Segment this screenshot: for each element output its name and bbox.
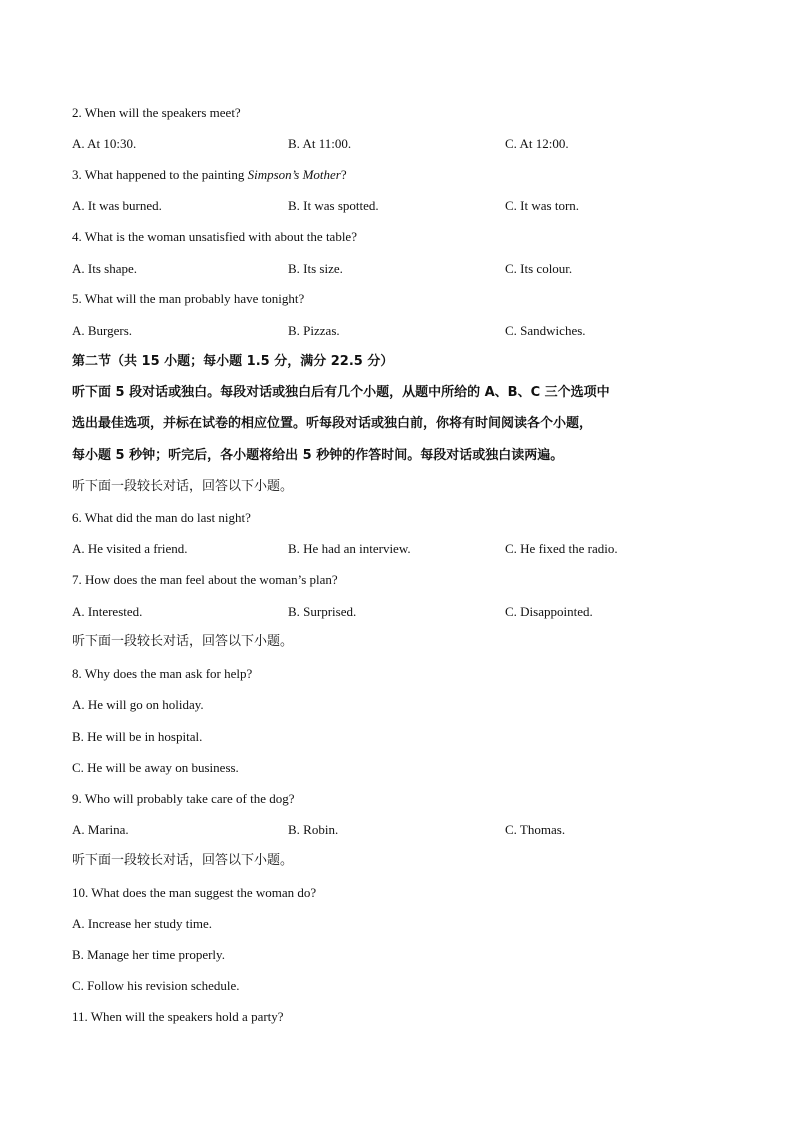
option-c: C. Disappointed. (505, 604, 593, 619)
question-4-stem: 4. What is the woman unsatisfied with about the table? (72, 229, 357, 244)
question-8-stem: 8. Why does the man ask for help? (72, 666, 253, 681)
option-b: B. He will be in hospital. (72, 729, 203, 744)
option-c: C. Its colour. (505, 261, 573, 276)
option-c: C. Sandwiches. (505, 323, 586, 338)
question-5-stem: 5. What will the man probably have tonight? (72, 291, 305, 306)
option-a: A. Interested. (72, 604, 143, 619)
option-b: B. Surprised. (288, 604, 357, 619)
question-11-stem: 11. When will the speakers hold a party? (72, 1009, 284, 1024)
option-c: C. At 12:00. (505, 136, 569, 151)
option-b: B. It was spotted. (288, 198, 379, 213)
option-a: A. It was burned. (72, 198, 162, 213)
dialog-prompt: 听下面一段较长对话，回答以下小题。 (72, 634, 294, 649)
option-a: A. Increase her study time. (72, 916, 213, 931)
option-b: B. He had an interview. (288, 541, 411, 556)
option-b: B. Robin. (288, 822, 339, 837)
question-2-stem: 2. When will the speakers meet? (72, 105, 241, 120)
question-3-stem-text: 3. What happened to the painting (72, 167, 248, 182)
question-7-stem: 7. How does the man feel about the woman’s plan? (72, 572, 338, 587)
option-a: A. At 10:30. (72, 136, 137, 151)
option-b: B. At 11:00. (288, 136, 352, 151)
section-instructions-line-3: 每小题 5 秒钟；听完后，各小题将给出 5 秒钟的作答时间。每段对话或独白读两遍。 (72, 448, 564, 463)
option-b: B. Its size. (288, 261, 343, 276)
question-3-stem-end: ? (340, 167, 347, 182)
dialog-prompt: 听下面一段较长对话，回答以下小题。 (72, 853, 294, 868)
option-a: A. Marina. (72, 822, 129, 837)
option-a: A. He will go on holiday. (72, 697, 204, 712)
option-a: A. Burgers. (72, 323, 133, 338)
question-3-stem (72, 167, 347, 183)
painting-title: Simpson’s Mother (247, 167, 341, 182)
question-10-stem: 10. What does the man suggest the woman do? (72, 885, 317, 900)
option-b: B. Pizzas. (288, 323, 340, 338)
question-6-stem: 6. What did the man do last night? (72, 510, 251, 525)
dialog-prompt: 听下面一段较长对话，回答以下小题。 (72, 479, 294, 494)
option-c: C. Follow his revision schedule. (72, 978, 240, 993)
section-heading: 第二节（共 15 小题；每小题 1.5 分，满分 22.5 分） (72, 354, 394, 369)
option-c: C. He will be away on business. (72, 760, 239, 775)
option-c: C. It was torn. (505, 198, 580, 213)
option-b: B. Manage her time properly. (72, 947, 225, 962)
section-instructions-line-1: 听下面 5 段对话或独白。每段对话或独白后有几个小题，从题中所给的 A、B、C 三个选项中 (72, 385, 610, 400)
question-9-stem: 9. Who will probably take care of the dog? (72, 791, 295, 806)
section-instructions-line-2: 选出最佳选项，并标在试卷的相应位置。听每段对话或独白前，你将有时间阅读各个小题， (72, 416, 593, 431)
option-c: C. Thomas. (505, 822, 566, 837)
option-a: A. Its shape. (72, 261, 137, 276)
option-c: C. He fixed the radio. (505, 541, 618, 556)
option-a: A. He visited a friend. (72, 541, 188, 556)
